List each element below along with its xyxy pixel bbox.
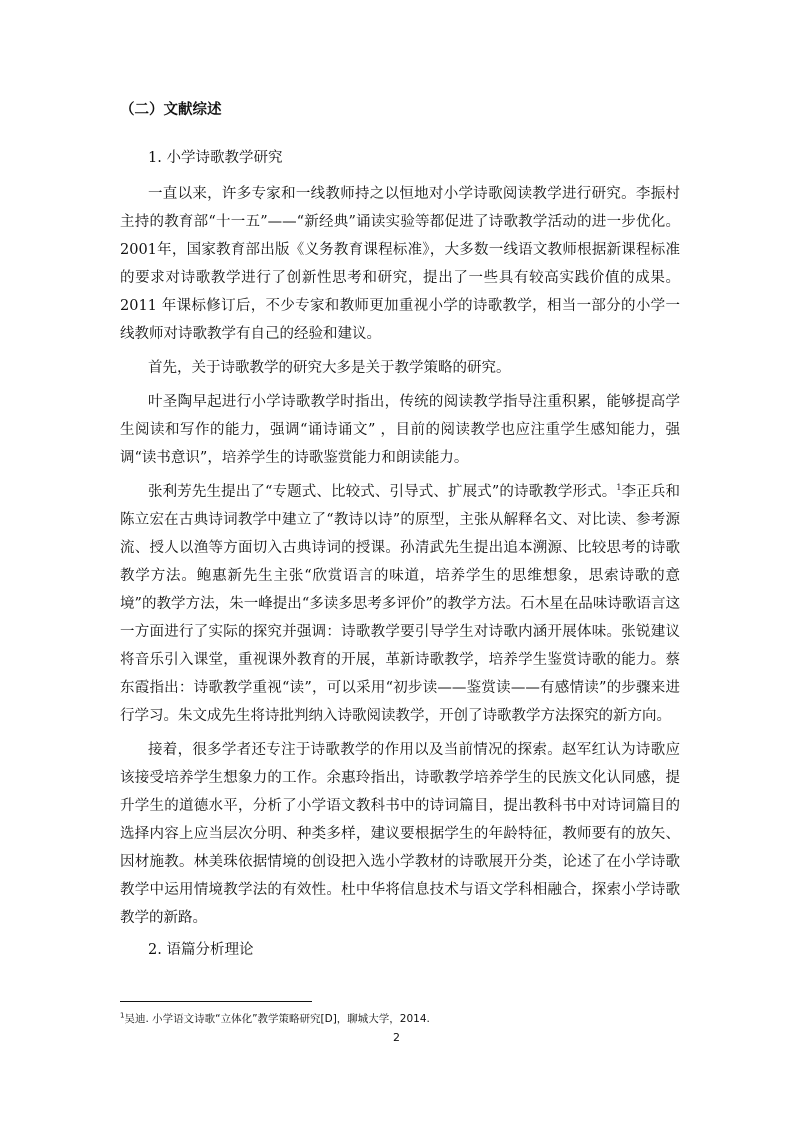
paragraph-first-strategy: 首先，关于诗歌教学的研究大多是关于教学策略的研究。	[148, 360, 511, 376]
paragraph-teaching-forms-part-1: 张利芳先生提出了“专题式、比较式、引导式、扩展式”的诗歌教学形式。	[148, 484, 617, 500]
footnote-divider	[120, 1001, 312, 1002]
footnote-reference[interactable]: 1	[616, 483, 622, 493]
subsection-heading-discourse-analysis: 2. 语篇分析理论	[148, 942, 254, 958]
paragraph-research-status: 接着，很多学者还专注于诗歌教学的作用以及当前情况的探索。赵军红认为诗歌应该接受培养学生想象力的工作。余惠玲指出，诗歌教学培养学生的民族文化认同感，提升学生的道德水平，分析了小学语文教科书中的诗词篇目，提出教科书中对诗词篇目的选择内容上应当层次分明、种类多样，建议要根据学生的年龄特征，教师要有的放矢、因材施教。林美珠依据情境的创设把入选小学教材的诗歌展开分类，论述了在小学诗歌教学中运用情境教学法的有效性。杜中华将信息技术与语文学科相融合，探索小学诗歌教学的新路。	[120, 742, 680, 926]
footnote-mark: 1	[120, 1011, 125, 1020]
document-body	[120, 98, 680, 972]
paragraph-teaching-forms-part-2: 李正兵和陈立宏在古典诗词教学中建立了“教诗以诗”的原型，主张从解释名文、对比读、参考源流、授人以渔等方面切入古典诗词的授课。孙清武先生提出追本溯源、比较思考的诗歌教学方法。鲍惠新先生主张“欣赏语言的味道，培养学生的思维想象，思索诗歌的意境”的教学方法，朱一峰提出“多读多思考多评价”的教学方法。石木星在品味诗歌语言这一方面进行了实际的探究并强调：诗歌教学要引导学生对诗歌内涵开展体味。张锐建议将音乐引入课堂，重视课外教育的开展，革新诗歌教学，培养学生鉴赏诗歌的能力。蔡东霞指出：诗歌教学重视“读”，可以采用“初步读——鉴赏读——有感情读”的步骤来进行学习。朱文成先生将诗批判纳入诗歌阅读教学，开创了诗歌教学方法探究的新方向。	[120, 484, 680, 724]
footnote	[120, 1011, 680, 1027]
paragraph-teaching-forms	[120, 478, 680, 730]
footnote-text: 吴迪. 小学语文诗歌“立体化”教学策略研究[D]，聊城大学，2014.	[124, 1013, 430, 1025]
section-heading: （二）文献综述	[120, 102, 222, 118]
subsection-heading-poetry-teaching: 1. 小学诗歌教学研究	[148, 150, 283, 166]
paragraph-ye-shengtao: 叶圣陶早起进行小学诗歌教学时指出，传统的阅读教学指导注重积累，能够提高学生阅读和写作的能力，强调“诵诗诵文” ，目前的阅读教学也应注重学生感知能力，强调“读书意识”，培养学生的诗歌鉴赏能力和朗读能力。	[120, 394, 680, 466]
paragraph-overview: 一直以来，许多专家和一线教师持之以恒地对小学诗歌阅读教学进行研究。李振村主持的教育部“十一五”——“新经典”诵读实验等都促进了诗歌教学活动的进一步优化。2001年，国家教育部出版《义务教育课程标准》，大多数一线语文教师根据新课程标准的要求对诗歌教学进行了创新性思考和研究，提出了一些具有较高实践价值的成果。 2011 年课标修订后，不少专家和教师更加重视小学的诗歌教学，相当一部分的小学一线教师对诗歌教学有自己的经验和建议。	[120, 186, 680, 342]
page-number: 2	[393, 1031, 400, 1044]
